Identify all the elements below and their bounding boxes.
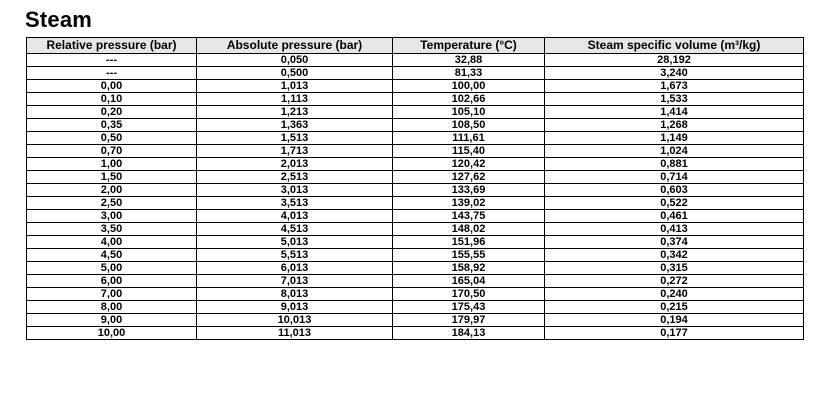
header-steam-specific-volume: Steam specific volume (m³/kg) <box>545 38 804 54</box>
cell-absolute-pressure: 0,050 <box>197 54 393 67</box>
cell-temperature: 184,13 <box>393 327 545 340</box>
cell-relative-pressure: 2,50 <box>27 197 197 210</box>
cell-relative-pressure: 3,00 <box>27 210 197 223</box>
cell-relative-pressure: 8,00 <box>27 301 197 314</box>
steam-table <box>26 37 804 340</box>
cell-relative-pressure: 0,70 <box>27 145 197 158</box>
cell-absolute-pressure: 11,013 <box>197 327 393 340</box>
table-row <box>27 249 804 262</box>
page-title: Steam <box>25 7 93 32</box>
cell-temperature: 32,88 <box>393 54 545 67</box>
cell-specific-volume: 0,342 <box>545 249 804 262</box>
cell-absolute-pressure: 1,013 <box>197 80 393 93</box>
cell-specific-volume: 0,603 <box>545 184 804 197</box>
header-relative-pressure: Relative pressure (bar) <box>27 38 197 54</box>
cell-temperature: 170,50 <box>393 288 545 301</box>
cell-specific-volume: 0,413 <box>545 223 804 236</box>
cell-relative-pressure: 3,50 <box>27 223 197 236</box>
table-row <box>27 262 804 275</box>
cell-temperature: 127,62 <box>393 171 545 184</box>
cell-temperature: 108,50 <box>393 119 545 132</box>
cell-temperature: 155,55 <box>393 249 545 262</box>
cell-specific-volume: 1,414 <box>545 106 804 119</box>
cell-specific-volume: 1,268 <box>545 119 804 132</box>
cell-absolute-pressure: 4,513 <box>197 223 393 236</box>
cell-relative-pressure: 1,50 <box>27 171 197 184</box>
cell-relative-pressure: 5,00 <box>27 262 197 275</box>
cell-temperature: 158,92 <box>393 262 545 275</box>
cell-specific-volume: 0,461 <box>545 210 804 223</box>
cell-specific-volume: 0,315 <box>545 262 804 275</box>
cell-temperature: 165,04 <box>393 275 545 288</box>
cell-absolute-pressure: 3,013 <box>197 184 393 197</box>
cell-relative-pressure: 0,50 <box>27 132 197 145</box>
cell-specific-volume: 0,272 <box>545 275 804 288</box>
table-row <box>27 67 804 80</box>
cell-absolute-pressure: 2,513 <box>197 171 393 184</box>
table-row <box>27 106 804 119</box>
table-row <box>27 210 804 223</box>
cell-temperature: 139,02 <box>393 197 545 210</box>
cell-relative-pressure: 1,00 <box>27 158 197 171</box>
table-row <box>27 132 804 145</box>
table-row <box>27 236 804 249</box>
cell-specific-volume: 28,192 <box>545 54 804 67</box>
cell-temperature: 100,00 <box>393 80 545 93</box>
cell-temperature: 151,96 <box>393 236 545 249</box>
table-row <box>27 80 804 93</box>
cell-temperature: 133,69 <box>393 184 545 197</box>
cell-relative-pressure: 10,00 <box>27 327 197 340</box>
cell-specific-volume: 0,240 <box>545 288 804 301</box>
table-row <box>27 314 804 327</box>
cell-relative-pressure: 4,50 <box>27 249 197 262</box>
cell-relative-pressure: --- <box>27 54 197 67</box>
cell-specific-volume: 0,194 <box>545 314 804 327</box>
cell-temperature: 179,97 <box>393 314 545 327</box>
cell-absolute-pressure: 5,013 <box>197 236 393 249</box>
cell-temperature: 143,75 <box>393 210 545 223</box>
cell-specific-volume: 0,215 <box>545 301 804 314</box>
cell-absolute-pressure: 7,013 <box>197 275 393 288</box>
cell-temperature: 102,66 <box>393 93 545 106</box>
cell-specific-volume: 1,024 <box>545 145 804 158</box>
table-row <box>27 184 804 197</box>
cell-absolute-pressure: 1,363 <box>197 119 393 132</box>
cell-relative-pressure: 9,00 <box>27 314 197 327</box>
table-body <box>27 54 804 340</box>
cell-relative-pressure: 0,20 <box>27 106 197 119</box>
cell-relative-pressure: 7,00 <box>27 288 197 301</box>
cell-temperature: 81,33 <box>393 67 545 80</box>
table-row <box>27 158 804 171</box>
cell-specific-volume: 1,533 <box>545 93 804 106</box>
cell-temperature: 105,10 <box>393 106 545 119</box>
cell-specific-volume: 1,673 <box>545 80 804 93</box>
table-row <box>27 93 804 106</box>
cell-temperature: 120,42 <box>393 158 545 171</box>
cell-absolute-pressure: 10,013 <box>197 314 393 327</box>
table-row <box>27 288 804 301</box>
cell-specific-volume: 0,881 <box>545 158 804 171</box>
cell-temperature: 111,61 <box>393 132 545 145</box>
cell-temperature: 115,40 <box>393 145 545 158</box>
cell-absolute-pressure: 1,213 <box>197 106 393 119</box>
cell-absolute-pressure: 1,513 <box>197 132 393 145</box>
table-row <box>27 145 804 158</box>
table-row <box>27 223 804 236</box>
cell-absolute-pressure: 1,713 <box>197 145 393 158</box>
header-row <box>27 38 804 54</box>
table-row <box>27 275 804 288</box>
table-row <box>27 119 804 132</box>
cell-specific-volume: 0,177 <box>545 327 804 340</box>
cell-specific-volume: 3,240 <box>545 67 804 80</box>
cell-relative-pressure: --- <box>27 67 197 80</box>
header-temperature: Temperature (°C) <box>393 38 545 54</box>
cell-relative-pressure: 0,35 <box>27 119 197 132</box>
cell-absolute-pressure: 9,013 <box>197 301 393 314</box>
cell-temperature: 175,43 <box>393 301 545 314</box>
cell-absolute-pressure: 4,013 <box>197 210 393 223</box>
cell-specific-volume: 0,522 <box>545 197 804 210</box>
header-absolute-pressure: Absolute pressure (bar) <box>197 38 393 54</box>
table-row <box>27 171 804 184</box>
cell-relative-pressure: 2,00 <box>27 184 197 197</box>
cell-relative-pressure: 4,00 <box>27 236 197 249</box>
cell-absolute-pressure: 8,013 <box>197 288 393 301</box>
cell-specific-volume: 1,149 <box>545 132 804 145</box>
cell-absolute-pressure: 6,013 <box>197 262 393 275</box>
table-header <box>27 38 804 54</box>
cell-absolute-pressure: 2,013 <box>197 158 393 171</box>
cell-absolute-pressure: 3,513 <box>197 197 393 210</box>
cell-temperature: 148,02 <box>393 223 545 236</box>
cell-absolute-pressure: 0,500 <box>197 67 393 80</box>
table-row <box>27 54 804 67</box>
cell-relative-pressure: 6,00 <box>27 275 197 288</box>
cell-absolute-pressure: 1,113 <box>197 93 393 106</box>
cell-relative-pressure: 0,00 <box>27 80 197 93</box>
cell-relative-pressure: 0,10 <box>27 93 197 106</box>
table-row <box>27 301 804 314</box>
cell-specific-volume: 0,714 <box>545 171 804 184</box>
cell-specific-volume: 0,374 <box>545 236 804 249</box>
cell-absolute-pressure: 5,513 <box>197 249 393 262</box>
table-row <box>27 197 804 210</box>
table-row <box>27 327 804 340</box>
